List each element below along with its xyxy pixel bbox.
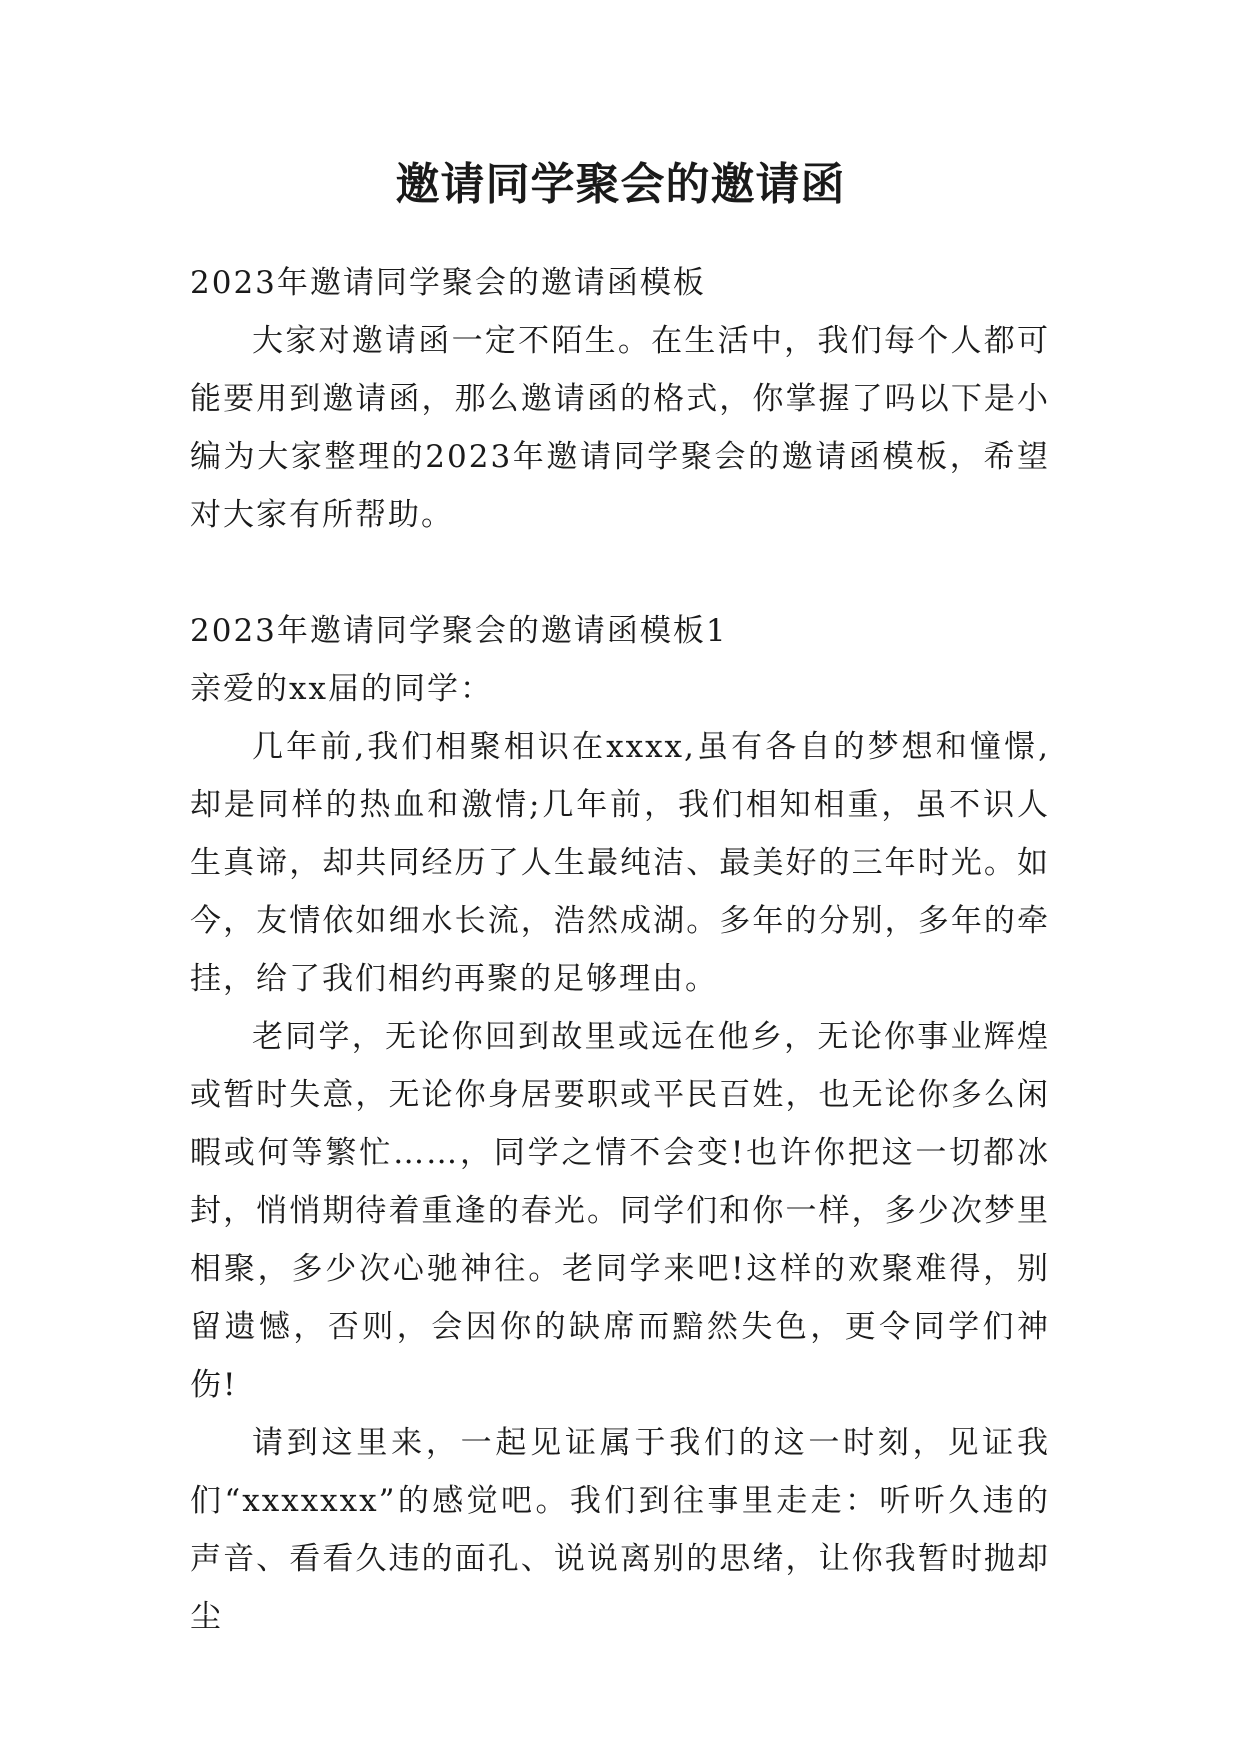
intro-paragraph: 大家对邀请函一定不陌生。在生活中，我们每个人都可能要用到邀请函，那么邀请函的格式，你掌握了吗以下是小编为大家整理的2023年邀请同学聚会的邀请函模板，希望对大家有所帮助。: [190, 323, 1050, 533]
document-body: [190, 254, 1050, 1646]
body-paragraph-3: 请到这里来，一起见证属于我们的这一时刻，见证我们“xxxxxxx”的感觉吧。我们到往事里走走：听听久违的声音、看看久违的面孔、说说离别的思绪，让你我暂时抛却尘: [190, 1425, 1050, 1635]
paragraph-gap: [190, 544, 1050, 602]
body-paragraph-1: 几年前,我们相聚相识在xxxx,虽有各自的梦想和憧憬,却是同样的热血和激情;几年前，我们相知相重，虽不识人生真谛，却共同经历了人生最纯洁、最美好的三年时光。如今，友情依如细水长流，浩然成湖。多年的分别，多年的牵挂，给了我们相约再聚的足够理由。: [190, 729, 1050, 997]
document-title: 邀请同学聚会的邀请函: [395, 159, 846, 210]
salutation: 亲爱的xx届的同学：: [190, 671, 493, 707]
body-paragraph-2: 老同学，无论你回到故里或远在他乡，无论你事业辉煌或暂时失意，无论你身居要职或平民百姓，也无论你多么闲暇或何等繁忙……，同学之情不会变!也许你把这一切都冰封，悄悄期待着重逢的春光。同学们和你一样，多少次梦里相聚，多少次心驰神往。老同学来吧!这样的欢聚难得，别留遗憾，否则，会因你的缺席而黯然失色，更令同学们神伤!: [190, 1019, 1050, 1403]
section-heading-template-1: 2023年邀请同学聚会的邀请函模板1: [190, 613, 728, 649]
section-heading: 2023年邀请同学聚会的邀请函模板: [190, 265, 706, 301]
